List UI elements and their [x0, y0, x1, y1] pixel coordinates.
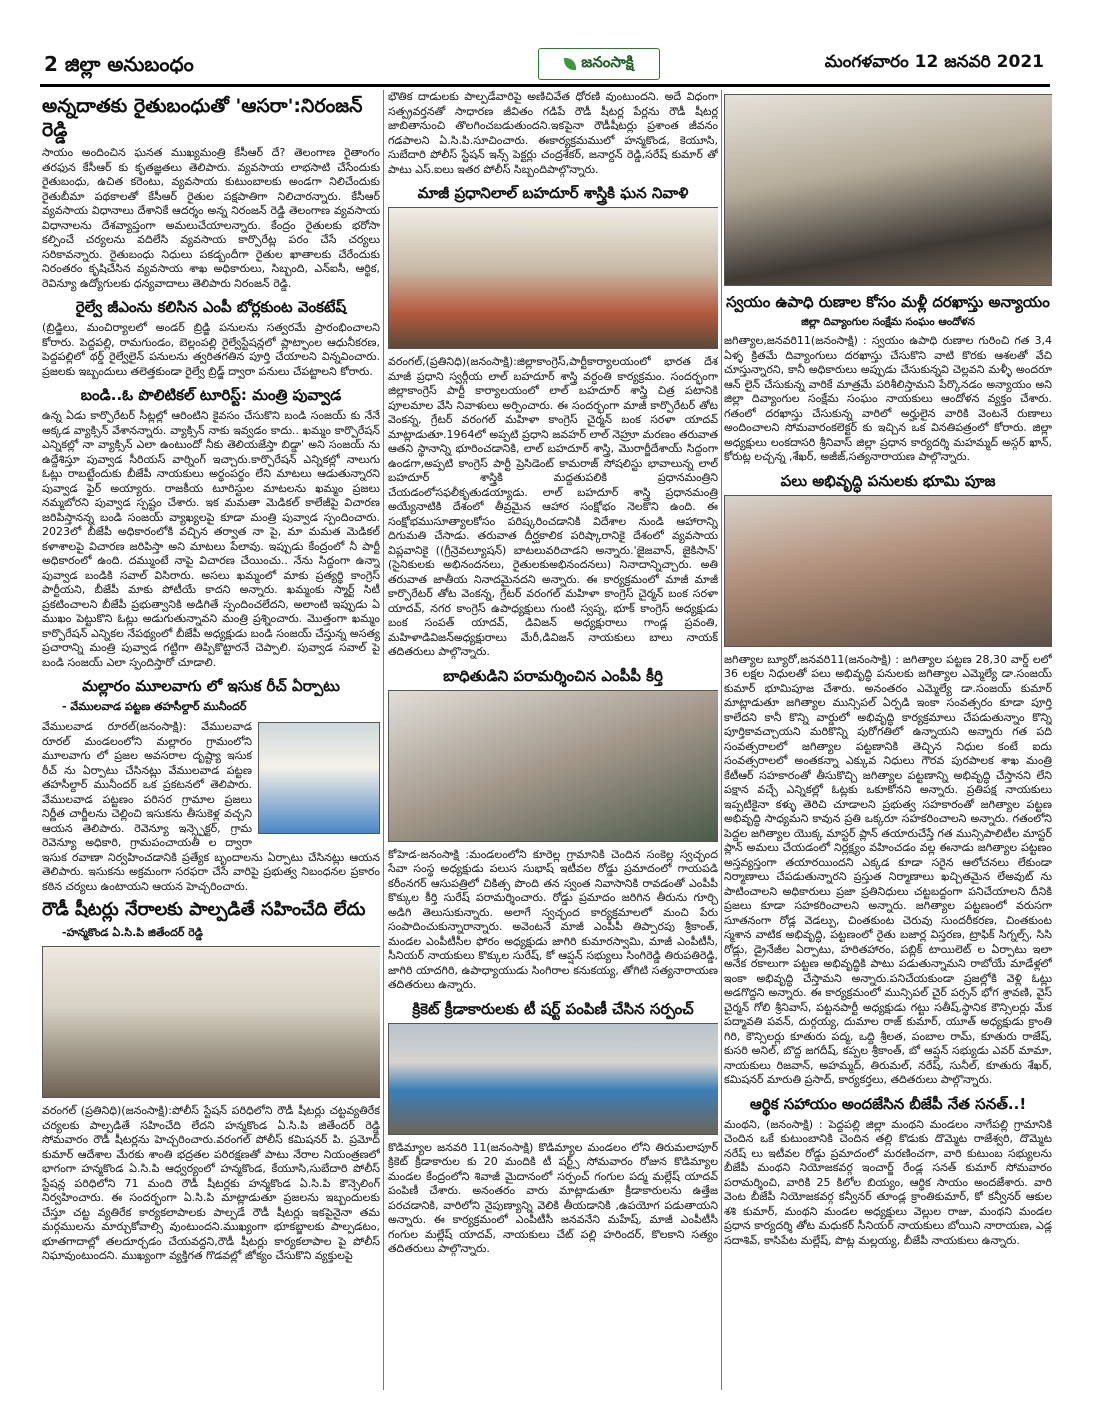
- leaf-icon: [564, 58, 576, 70]
- article-body: కోహెడ-జనంసాక్షి :మండలంలోని కూరెల్ల గ్రామానికి చెందిన సంకెల్ల స్వచ్ఛంద సేవా సంస్థ అధ్యక్షుడు పలుస సుభాష్ ఇటీవల రోడ్డు ప్రమాదంలో గాయపడి కరీంనగర్ ఆసుపత్రిలో చికిత్స పొంది తన స్వంత నివాసానికి రావడంతో ఎంపీపీ కొక్కుల కీర్తి సురేష్ పరామర్శించారు. రోడ్డు ప్రమాదం జరిగిన తీరును గూర్చి అడిగి తెలుసుకున్నారు. అలాగే స్వచ్ఛంద కార్యక్రమాలలో మంచి పేరు సంపాదించుకున్నారాన్నారు. అవెంటనే మాజీ ఎంపీపీ తిప్పారపు శ్రీకాంత్, మండల ఎంపీటీసీల ఫోరం అధ్యక్షుడు జాగిరి కుమారస్వామి, మాజీ ఎంపీటీసీ, సీనియర్ నాయకులు కొక్కుల సురేష్, కో ఆప్షన్ సభ్యులు సింగిరెడ్డి తిరుపతిరెడ్డి, జాగిరి యాదగిరి, ఉపాధ్యాయుడు సింగిరాల కనుకయ్య, తోగిటి సత్యనారాయణ తదితరులు ఉన్నారు.: [388, 847, 718, 991]
- article-headline: ఆర్థిక సహాయం అందజేసిన బీజేపీ నేత సనత్..!: [749, 1094, 1027, 1113]
- article-byline: -హన్మకొండ ఏ.సి.పి జితేందర్ రెడ్డి: [62, 926, 203, 939]
- article-body: వేములవాడ రూరల్(జనంసాక్షి): వేములవాడ రూరల్ మండలంలోని మల్లారం గ్రామంలోని మూలవాగు లో ప్రజల అవసరాల దృష్ట్యా ఇసుక రీచ్ ను ఏర్పాటు చేసినట్లు వేములవాడ పట్టణ తహసీల్దార్ మునీందర్ ఒక ప్రకటనలో తెలిపారు. వేములవాడ పట్టణం పరిసర గ్రామాల ప్రజలు నిర్ణీత చార్జీలను చెల్లించి ఇసుకను తీసుకెళ్ల వచ్చని ఆయన తెలిపారు. రెవెన్యూ ఇన్స్పెక్టర్, గ్రామ రెవెన్యూ అధికారి, గ్రామపంచాయతీ ల ద్వారా ఇసుక రవాణా నిర్వహించడానికి ప్రత్యేక బృందాలను ఏర్పాటు చేసినట్లు ఆయన తెలిపారు. ఇసుకను అక్రమంగా సరఫరా చేసే వారిపై ప్రభుత్వ నిబంధనల ప్రకారం కఠిన చర్యలు ఉంటాయని ఆయన హెచ్చరించారు.: [42, 720, 380, 893]
- cricket-team-photo: [388, 1023, 718, 1135]
- column-1: [42, 90, 380, 1390]
- article-headline: రైల్వే జీఎంను కలిసిన ఎంపీ బోర్లకుంట వెంకటేష్: [75, 298, 347, 316]
- ground-breaking-photo: [724, 495, 1052, 647]
- article-headline: క్రికెట్ క్రీడాకారులకు టీ షర్ట్ పంపిణీ చేసిన సర్పంచ్: [412, 999, 694, 1018]
- visit-photo: [388, 690, 718, 842]
- article-headline: బండి..ఓ పొలిటికల్ టూరిస్ట్: మంత్రి పువ్వాడ: [80, 386, 342, 404]
- issue-date: మంగళవారం 12 జనవరి 2021: [824, 52, 1044, 72]
- article-body: సాయం అందించిన ఘనత ముఖ్యమంత్రి కేసీఆర్ దే? తెలంగాణ రైతాంగం తరఫున కేసీఆర్ కు కృతజ్ఞతలు తెలిపారు. వ్యవసాయ లాభసాటి చేసేందుకు రైతుబంధు, ఉచిత కరెంటు, వ్యవసాయ కుటుంబాలకు అండగా నిలిచేందుకు రైతుబీమా పథకాలతో కేసీఆర్ రైతుల పక్షపాతిగా నిలిచారన్నారు. కేసీఆర్ వ్యవసాయ విధానాలు దేశానికే ఆదర్శం అన్న నిరంజన్ రెడ్డి తెలంగాణ వ్యవసాయ విధానాలను దేశవ్యాప్తంగా అమలుచేయాలన్నారు. కేంద్రం రైతులకు భరోసా కల్పించే చర్యలను వదిలేసి వ్యవసాయ కార్పొరేట్ల పరం చేసే చర్యలు సరికావన్నారు. రైతుబంధు నిధులు పకడ్బందీగా రైతుల ఖాతాలకు చేరేందుకు నిరంతరం కృషిచేసిన వ్యవసాయ శాఖ అధికారులు, సిబ్బంది, ఎన్ఐసీ, ఆర్థిక, రెవిన్యూ ఉద్యోగులకు ధన్యవాదాలు తెలిపారు నిరంజన్ రెడ్డి.: [42, 146, 380, 290]
- article-body: వరంగల్ (ప్రతినిధి)(జనంసాక్షి):పోలీస్ స్టేషన్ పరిధిలోని రౌడీ షీటర్లు చట్టవ్యతిరేక చర్యలకు పాల్పడితే సహించేది లేదని హన్మకొండ ఏ.సి.పి జితేందర్ రెడ్డి సోమవారం రౌడీ షీటర్లను హెచ్చరించారు.వరంగల్ పోలీస్ కమిషనర్ పి. ప్రమోద్ కుమార్ ఆదేశాల మేరకు శాంతి భద్రతల పరిరక్షణతో పాటు నేరాల నియంత్రణలో భాగంగా హన్మకొండ ఏ.సి.పి ఆధ్వర్యంలో హన్మకొండ, కేయూసి,సుబేదారి పోలీస్ స్టేషన్ల పరిధిలోని 71 మంది రౌడీ షీటర్లకు హన్మకొండ ఏ.సి.పి కౌన్సెలింగ్ నిర్వహించారు. ఈ సందర్భంగా ఏ.సి.పి మాట్లాడుతూ ప్రజలను ఇబ్బందులకు చేస్తూ చట్ట వ్యతిరేక కార్యకలాపాలకు పాల్పడే రౌడీ షీటర్లు ఇకపైనైనా తమ మర్గములను మార్చుకోవాల్సి వుంటుందని.ముఖ్యంగా భూకబ్జాలకు పాల్పడటం, భూతగాదాల్లో తలదూర్చడం చేయవద్దని,రౌడీ షీటర్లు కార్యకలాపాల పై పోలీస్ నిఘావుంటుందని. ముఖ్యంగా వ్యక్తిగత గొడవల్లో జోక్యం చేసుకొని వ్యక్తులపై: [42, 1104, 380, 1262]
- logo-text: జనంసాక్షి: [581, 53, 634, 71]
- police-meeting-photo: [42, 946, 380, 1098]
- article-headline: అన్నదాతకు రైతుబంధుతో 'ఆసరా':నిరంజన్ రెడ్డి: [42, 95, 363, 141]
- page-header: [40, 46, 1050, 84]
- article-body: మంథని, (జనంసాక్షి) : పెద్దపల్లి జిల్లా మంథని మండలం నాగేపల్లి గ్రామానికి చెందిన ఒకే కుటుంబానికి చెందిన తల్లి కొడుకు దొమ్మెట రాజేశ్వరి, దొమ్మెట నరేష్ లు ఇటీవల రోడ్డు ప్రమాదంలో మరణించగా, వారి కుటుంబ సభ్యులను బీజేపీ మంథని నియోజకవర్గ ఇంచార్జ్ రేండ్ల సనత్ కుమార్ సోమవారం పరామర్శించి, వారికి 25 కిలోల బియ్యం, ఆర్థిక సాయం అందజేశారు. వారి వెంట బీజేపీ నియోజకవర్గ కన్వీనర్ తూండ్ల క్రాంతికుమార్, కో కన్వీనర్ ఆకుల శశి కుమార్, మంథని మండల అధ్యక్షులు వెల్లుల రాజు, మంథని మండల ప్రధాన కార్యదర్శి తోట మధుకర్ సీనియర్ నాయకులు బోయిని నారాయణ, ఎడ్ల సదాశివ్, కాసిపేట మల్లేష్, పొట్ల మల్లయ్య, బీజేపీ నాయకులు ఉన్నారు.: [724, 1117, 1052, 1247]
- header-rule: [40, 84, 1050, 87]
- article-body: జగిత్యాల బ్యూరో,జనవరి11(జనంసాక్షి) : జగిత్యాల పట్టణ 28,30 వార్డ్ లలో 36 లక్షల నిధులతో పలు అభివృద్ధి పనులకు జగిత్యాల ఎమ్మెల్యే డా.సంజయ్ కుమార్ భూమిపూజ చేశారు. అనంతరం ఎమ్మెల్యే డా.సంజయ్ కుమార్ మాట్లాడుతూ జగిత్యాల మున్సిపల్ ఏర్పడి ఇంకా సంవత్సరం కూడా పూర్తి కాలేదని కానీ కొన్ని వార్డులో అభివృద్ధి కార్యక్రమాలు చేపడుతున్నాం కొన్ని పూర్తికావచ్చాయని మరికొన్ని పురోగతిలో ఉన్నాయని అన్నారు గత పది సంవత్సరాలలో జగిత్యాల పట్టణానికి తెచ్చిన నిధుల కంటే ఐదు సంవత్సరాలలో అంతకన్నా ఎక్కువ నిధులు గౌరవ పురపాలక శాఖ మంత్రి కేటీఆర్ సహకారంతో తీసుకొచ్చి జగిత్యాల పట్టణాన్ని అభివృద్ధి చేస్తానని లేని పక్షాన వచ్చే ఎన్నికల్లో ఓట్లకు ఒకూకోనని అన్నారు. ప్రతిపక్ష నాయకులు ఇప్పటికైనా కళ్ళు తెరిచి చూడాలని ప్రభుత్వ సహకారంతో జగిత్యాల పట్టణ అభివృద్ధి సాధ్యమని కావున ప్రతి ఒక్కరూ సహకరించాలని అన్నారు. గతంలోని పెద్దల జగిత్యాల యొక్క మాస్టర్ ప్లాన్ తయారుచేస్తే గత మున్సిపాలిటీల మాస్టర్ ప్లాన్ అమలు చేయడంలో నిర్లక్ష్యం వహించడం వల్ల ఈనాడు జగిత్యాల పట్టణం అస్తవ్యస్తంగా తయారయిందని ఎక్కడ కూడా సరైన ఆలోచనలు లేకుండా నిర్మాణాలు చేపడుతున్నారని ప్రస్తుత నిర్మాణాలు ఖచ్చితమైన లేఅవుట్ ను పాటించాలని అధికారులు ప్రజా ప్రతినిధులు చట్టబద్దంగా పనిచేయాలని దీనికి ప్రజలు కూడా సహకరించాలని అన్నారు. జగిత్యాల పట్టణంలో వరుసగా సూతనంగా రోడ్ల వెడల్పు, చింతకుంట చెరువు సుందరీకరణ, చింతకుంట స్మశాన వాటిక అభివృద్ధి, పట్టణంలో రైతు బజార్ల విస్తరణ, ట్రాఫిక్ సిగ్నల్స్, సిసి రోడ్లు, డ్రైనేజీల ఏర్పాటు, హరితహారం, పబ్లిక్ టాయిలెట్ ల ఏర్పాటు ఇలా అనేక రకాలుగా పట్టణ అభివృద్ధికి పాటు పడుతున్నామని రాబోయే మాడేళ్లలో ఇంకా అభివృద్ధి చేస్తామని అన్నారు.పనిచేయకుండా ప్రజల్లోకి వెళ్లి ఓట్లు అడగొద్దని అన్నారు. ఈ కార్యక్రమంలో మున్సిపల్ చైర్ పర్సన్ భోగ శ్రావణి, వైస్ చైర్మన్ గోలి శ్రీనివాస్, పట్టనపార్టీ అధ్యక్షుడు గట్టు సతీష్,స్థానిక కౌన్సిలర్లు మేక పద్మావతి పవన్, దుర్గయ్య, దుమాల రాజ్ కుమార్, యూత్ అధ్యక్షుడు క్రాంతి గిరి, కౌన్సిలర్లు కూతురు పద్మ, ఒద్ది శ్రీలత, పంబాల రామ్, కూతురు రాజేష్, కుసరి అనిల్, బొద్ద జగదీష్, కప్పల శ్రీకాంత్, బో ఆప్షన్ సభ్యుడు ఎవర్ మామా, నాయకులు రిజవాన్, అహమ్మద్, తిరుమల్, నరేష్, సునీల్, కూతురు శేఖర్, కమిషనర్ మారుతి ప్రసాద్, కార్యకర్తలు, తదితరులు పాల్గొన్నారు.: [724, 652, 1052, 1086]
- article-headline: మల్లారం మూలవాగు లో ఇసుక రీచ్ ఏర్పాటు: [82, 677, 340, 695]
- newspaper-logo: [538, 48, 660, 80]
- article-headline: బాధితుడిని పరామర్శించిన ఎంపీపీ కీర్తి: [443, 666, 663, 685]
- article-headline: స్వయం ఉపాధి రుణాల కోసం మళ్లీ దరఖాస్తు అన్యాయం: [726, 293, 1050, 311]
- article-byline: - వేములవాడ పట్టణ తహసీల్దార్ మునీందర్: [62, 700, 247, 713]
- article-body: భౌతిక దాడులకు పాల్పడేవారిపై అణిచివేత ధోరణి వుంటుందని. అదే విధంగా సత్ప్రవర్తనతో సాధారణ జీవితం గడిపే రౌడీ షీటర్ల పేర్లను రౌడీ షీటర్ల జాబితానుంచి తొలగించబడుతుందని.ఇకపైనా రౌడీషీటర్లు ప్రశాంత జీవనం గడపాలని ఏ.సి.పి.సూచించారు. ఈకార్యక్రమములో హన్మకొండ, కెయూసి, సుబేదారి పోలీస్ స్టేషన్ ఇన్స్ పెక్టర్లు చంద్రశేకర్, జనార్దన్ రెడ్డి,సరేష్ కుమార్ తో పాటు ఎస్.ఐలు ఇతర పోలీస్ సిబ్బందిపాల్గొన్నారు.: [388, 90, 718, 176]
- portrait-photo: [258, 722, 380, 834]
- article-headline: మాజీ ప్రధానిలాల్ బహదూర్ శాస్త్రికి ఘన నివాళి: [417, 184, 689, 202]
- column-3: [724, 90, 1052, 1390]
- article-body: (బ్రిడ్జిలు, మంచిర్యాలలో అండర్ బ్రిడ్జి పనులను సత్వరమే ప్రారంభించాలని కోరారు. పెద్దపల్లి, రామగుండం, బెల్లంపల్లి రైల్వేస్టేషన్లలో ప్లాట్ఫాంల ఆధునీకరణ, పెద్దపల్లిలో థర్డ్ రైల్వేలైన్ పనులను త్వరితగతిన పూర్తి చేయాలని విన్నవించారు. ప్రజలకు ఇబ్బందులు తలెత్తకుండా రైల్వే బ్రిడ్జ్ ద్వారా పనులు చేపట్టాలని కోరారు.: [42, 321, 380, 378]
- column-divider: [383, 90, 384, 1390]
- article-headline: రౌడీ షీటర్లు నేరాలకు పాల్పడితే సహించేది లేదు: [42, 899, 366, 920]
- article-headline: పలు అభివృద్ధి పనులకు భూమి పూజ: [780, 471, 996, 490]
- column-divider: [721, 90, 722, 1390]
- article-body: కొడిమ్యాల జనవరి 11(జనంసాక్షి) కొడిమ్యాల మండలం లోని తిరుమలాపూర్ క్రికెట్ క్రీడాకారుల కు 20 మందికి టీ షర్ట్స్ సోమవారం రోజున కొడిమ్యాల మండల కేంద్రంలోని శివాజీ మైదానంలో సర్పంచ్ గంగుల పద్మ మల్లేష్ యాదవ్ పంపిణీ చేశారు. అనంతరం వారు మాట్లాడుతూ క్రీడాకారులను ఉత్తేజ పరచడానికి, వారిలోని నైపుణ్యాన్ని వెలికి తీయడానికి ,ఉపయోగ పడుతాయని అన్నారు. ఈ కార్యక్రమంలో ఎంపీటీసీ జనవనేని మహేష్, మాజీ ఎంపీటీసీ గంగుల మల్లేష్ యాదవ్, నాయకులు చేట్ పల్లి హరిందర్, కొలకాని సత్యం తదితరులు పాల్గొన్నారు.: [388, 1140, 718, 1255]
- article-body: వరంగల్,(ప్రతినిధి)(జనంసాక్షి):జిల్లాకాంగ్రెస్,పార్టీకార్యాలయంలో భారత దేశ మాజీ ప్రధాని స్వర్గీయ లాల్ బహదూర్ శాస్త్రి వర్ధంతి కార్యక్రమం. సందర్భంగా జిల్లాకాంగ్రెస్ పార్టీ కార్యాలయంలో లాల్ బహదూర్ శాస్త్రి చిత్ర పటానికి పూలమాల వేసి నివాళులు అర్పించారు. ఈ సందర్భంగా మాజీ కార్పొరేటర్ తోట వెంకన్న, గ్రేటర్ వరంగల్ మహిళా కాంగ్రెస్ చైర్మన్ బంక సరళా యాదవ్ మాట్లాడుతూ.1964లో అప్పటి ప్రధాని జవహర్ లాల్ నెహ్రూ మరణం తరువాత ఆతని స్థానాన్ని భూరించడానికి, లాల్ బహదూర్ శాస్త్రి, మొరార్జీదేశాయ్ సిద్దంగా ఉండగా,అప్పటి కాంగ్రెస్ పార్టీ ప్రెసిడెంట్ కామరాజ్ సోషలిస్టు భావాలున్న లాల్ బహదూర్ శాస్త్రికి మద్దతుపలికి ప్రధానమంత్రిని చేయడంలోసఫలీకృతుడయ్యాడు. లాల్ బహదూర్ శాస్త్రి ప్రధానమంత్రి అయ్యేనాటికి దేశంలో తీవ్రమైన ఆహార సంక్షోభం నెలకొని ఉంది. ఈ సంక్షోభముసూత్యాలకోసం పరిష్కరించడానికి విదేశాల నుండి ఆహారాన్ని దిగుమతి చేసాడు. తరువాత దీర్ఘకాలిక పరిష్కారానికై దేశంలో వ్యవసాయ విప్లవానికై ((గ్రీన్రెవల్యూషన్) బాటలువరిచాడని అన్నారు.'జైజవాన్, జైకిసాన్' (సైనికులకు అభినందనలు, రైతులకుఅభినందనలు) నినాదాన్నిచ్చారు. అతి తరువాత జాతీయ నినాదమైనదని అన్నారు. ఈ కార్యక్రమంలో మాజీ మాజీ కార్పొరేటర్ తోట వెంకన్న, గ్రేటర్ వరంగల్ మహిళా కాంగ్రెస్ చైర్మన్ బంక సరళా యాదవ్, నగర కాంగ్రెస్ ఉపాధ్యక్షులు గుంటి స్వప్న, భూక్ కాంగ్రెస్ అధ్యక్షుడు బంక సంపత్ యాదవ్, డివిజన్ అధ్యక్షురాలు గాండ్ల ప్రవంతి, మహిళాడివిజన్అధ్యక్షురాలు మేరీ,డివిజన్ నాయకులు బాలు నాయక్ తదితరులు పాల్గొన్నారు.: [388, 355, 718, 658]
- column-2: [388, 90, 718, 1390]
- article-subheading: జిల్లా దివ్యాంగుల సంక్షేమ సంఘం ఆందోళన: [801, 316, 975, 328]
- article-body: జగిత్యాల,జనవరి11(జనంసాక్షి) : స్వయం ఉపాధి రుణాల గురించి గత 3,4 ఏళ్ళ క్రితమే దివ్యాంగులు దరఖాస్తు చేసుకొని వాటి కొరకు ఆశలతో వేచి చూస్తున్నారని, కానీ అధికారులు అప్పుడు చేసుకున్నవి చెల్లవని మళ్ళీ అందరూ ఆన్ లైన్ చేసుకున్న వారికే మాత్రమే పరిశీలిస్తామని పేర్కొనడం అన్యాయం అని జిల్లా దివ్యాంగుల సంక్షేమ సంఘం నాయకులు ఆందోళన వ్యక్తం చేశారు. గతంలో దరఖాస్తు చేసుకున్న వారిలో అర్హులైన వారికి వెంటనే రుణాలు అందించాలని సోమవారంకలెక్టర్ కు ఇచ్చిన ఒక వినతిపత్రంలో కోరారు. జిల్లా అధ్యక్షులు లంకదాసరి శ్రీనివాస్ జిల్లా ప్రధాన కార్యదర్శి మహమ్మద్ అస్గర్ ఖాన్, కోరుట్ల లచ్చన్న ,శేఖర్, అజీజ్,సత్యనారాయణ పాల్గొన్నారు.: [724, 334, 1052, 463]
- article-body: ఉన్న ఏడు కార్పొరేటర్ సీట్లల్లో ఆరింటిని కైవసం చేసుకొని బండి సంజయ్ కు నేనే అక్కడ వ్యాక్సిన్ వేశానన్నారు. వ్యాక్సిన్ నాకు ఇవ్వడం కాదు.. ఖమ్మం కార్పొరేషన్ ఎన్నికల్లో నా వ్యాక్సిన్ ఎలా ఉంటుందో నీకు తెలియజేస్తా బిడ్డా' అని సంజయ్ ను ఉద్దేశిస్తూ పువ్వాడ సీరియస్ వార్నింగ్ ఇచ్చారు.కార్పొరేషన్ ఎన్నికల్లో నాలుగు ఓట్లు రాబట్టేందుకు బీజేపీ నాయకులు అర్థంపర్థం లేని మాటలు ఆడుతున్నారని పువ్వాడ ఫైర్ అయ్యారు. రాజకీయ టూరిస్టుల మాటలను ఖమ్మం ప్రజలు నమ్మబోరని పువ్వాడ స్పష్టం చేశారు. ఇక మమతా మెడికల్ కాలేజీపై విచారణ జరిపిస్తానన్న బండి సంజయ్ వ్యాఖ్యలపై కూడా మంత్రి పువ్వాడ స్పందించారు. 2023లో బీజేపీ అధికారంలోకి వచ్చిన తర్వాత నా పై, మా మమత మెడికల్ కళాశాలపై విచారణ జరిపిస్తా అని మాటలు పేలావు. ఇప్పుడు కేంద్రంలో నీ పార్టీ అధికారంలో ఉంది. దమ్ముంటే నాపై విచారణ చేయించు.. నేను సిద్దంగా ఉన్నా పువ్వాడ బండికి సవాల్ విసిరారు. అసలు ఖమ్మంలో మాకు ప్రత్యర్థి కాంగ్రెస్ పార్టీయని, బీజేపీ మాకు పోటీయే కాదని అన్నారు. ఖమ్మంకు స్మార్ట్ సిటీ ప్రకటించాలని బీజేపీ ప్రభుత్వానికి అడిగితే స్పందించలేదని, అలాంటి ఇప్పుడు ఏ ముఖం పెట్టుకొని ఓట్లు అడుగుతున్నావని మంత్రి ప్రశ్నించారు. మొత్తంగా ఖమ్మం కార్పొరేషన్ ఎన్నికల నేపథ్యంలో బీజేపీ అధ్యక్షుడు బండి సంజయ్ చేస్తున్న అసత్య ప్రచారాన్ని మంత్రి పువ్వాడ గట్టిగా తిప్పికొట్టారనే చెప్పాలి. పువ్వాడ సవాల్ పై బండి సంజయ్ ఎలా స్పందిస్తారో చూడాలి.: [42, 409, 380, 669]
- page-number-section: 2 జిల్లా అనుబంధం: [44, 52, 194, 76]
- tricycle-petition-photo: [724, 94, 1052, 286]
- tribute-event-photo: [388, 207, 718, 349]
